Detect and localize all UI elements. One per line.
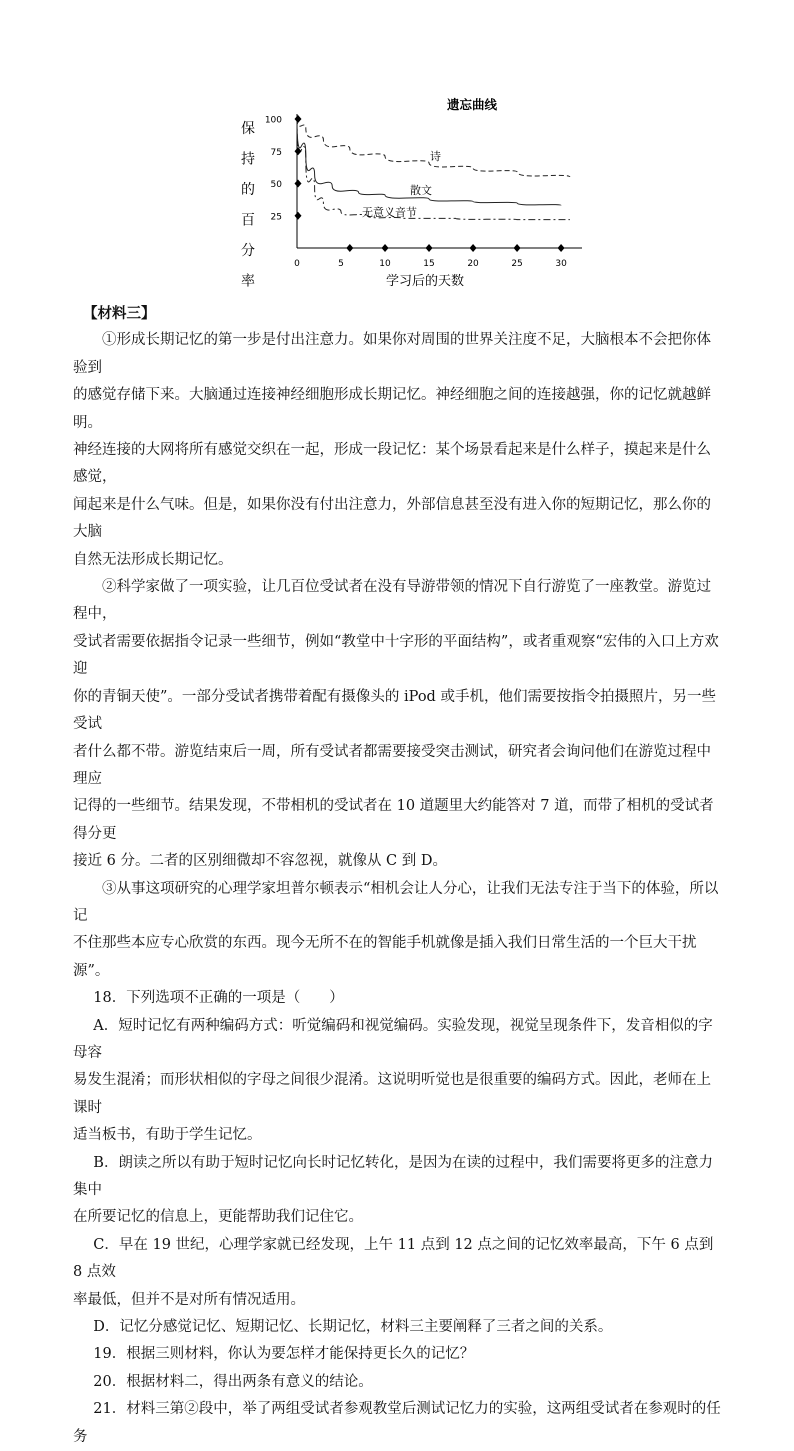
text-line: 易发生混淆；而形状相似的字母之间很少混淆。这说明听觉也是很重要的编码方式。因此，老师在上课时 — [73, 1072, 711, 1116]
paragraph-2 — [73, 574, 723, 875]
text-line: 你的青铜天使”。一部分受试者携带着配有摄像头的 iPod 或手机，他们需要按指令拍摄照片，另一些受试 — [73, 688, 716, 733]
text-line: ②科学家做了一项实验，让几百位受试者在没有导游带领的情况下自行游览了一座教堂。游览过程中， — [73, 579, 711, 623]
y-label-char: 的 — [241, 182, 255, 198]
y-axis-label — [241, 121, 255, 290]
x-axis-marker — [514, 244, 521, 252]
y-axis-marker — [295, 115, 302, 123]
text-line: ①形成长期记忆的第一步是付出注意力。如果你对周围的世界关注度不足，大脑根本不会把你体验到 — [73, 332, 711, 376]
y-axis-marker — [295, 212, 302, 220]
y-tick-label: 100 — [264, 115, 282, 126]
x-axis-marker — [426, 244, 433, 252]
text-line: 适当板书，有助于学生记忆。 — [73, 1127, 262, 1144]
y-tick-label: 25 — [270, 212, 282, 223]
text-line: 不住那些本应专心欣赏的东西。现今无所不在的智能手机就像是插入我们日常生活的一个巨大干扰源”。 — [73, 935, 697, 979]
text-line: 率最低，但并不是对所有情况适用。 — [73, 1291, 305, 1308]
legend-label-prose: 散文 — [410, 184, 432, 197]
text-line: 闻起来是什么气味。但是，如果你没有付出注意力，外部信息甚至没有进入你的短期记忆，那么你的大脑 — [73, 496, 711, 541]
forgetting-curve-chart — [230, 92, 610, 302]
text-line: 者什么都不带。游览结束后一周，所有受试者都需要接受突击测试，研究者会询问他们在游览过程中理应 — [73, 743, 711, 787]
text-line: 记得的一些细节。结果发现，不带相机的受试者在 10 道题里大约能答对 7 道，而带了相机的受试者得分更 — [73, 798, 714, 842]
y-label-char: 百 — [241, 212, 255, 229]
question-18: 18．下列选项不正确的一项是（ ） — [93, 990, 344, 1007]
x-tick-label: 25 — [511, 259, 523, 269]
question-19: 19．根据三则材料，你认为要怎样才能保持更长久的记忆？ — [93, 1346, 475, 1363]
text-line: ③从事这项研究的心理学家坦普尔顿表示“相机会让人分心，让我们无法专注于当下的体验，所以记 — [73, 880, 719, 924]
text-line: 自然无法形成长期记忆。 — [73, 551, 233, 568]
y-tick-label: 50 — [270, 180, 282, 190]
document-body — [73, 300, 723, 1451]
x-tick-label: 0 — [294, 259, 300, 269]
y-axis-marker — [295, 180, 302, 188]
x-axis-marker — [470, 244, 477, 252]
x-axis-marker — [558, 244, 565, 252]
y-tick-label: 75 — [270, 147, 282, 158]
x-axis-marker — [346, 244, 353, 252]
text-line: 在所要记忆的信息上，更能帮助我们记住它。 — [73, 1209, 363, 1226]
y-label-char: 分 — [241, 243, 255, 259]
x-axis-marker — [382, 244, 389, 252]
option-d: D．记忆分感觉记忆、短期记忆、长期记忆，材料三主要阐释了三者之间的关系。 — [93, 1319, 613, 1336]
text-line: 神经连接的大网将所有感觉交织在一起，形成一段记忆：某个场景看起来是什么样子，摸起来是什么感觉， — [73, 442, 711, 486]
series-line-poem — [297, 119, 570, 177]
option-c — [73, 1232, 723, 1314]
x-tick-label: 5 — [338, 259, 344, 269]
x-tick-label: 10 — [379, 259, 391, 269]
section-heading: 【材料三】 — [83, 305, 156, 322]
y-label-char: 率 — [241, 273, 255, 290]
y-label-char: 保 — [241, 121, 255, 137]
question-21: 21．材料三第②段中，举了两组受试者参观教堂后测试记忆力的实验，这两组受试者在参观时的任务 — [73, 1401, 721, 1445]
y-axis-marker — [295, 147, 302, 155]
y-label-char: 持 — [241, 151, 255, 168]
chart-title: 遗忘曲线 — [446, 97, 498, 112]
x-tick-label: 20 — [467, 259, 479, 269]
x-tick-label: 30 — [555, 259, 567, 269]
text-line: 的感觉存储下来。大脑通过连接神经细胞形成长期记忆。神经细胞之间的连接越强，你的记忆就越鲜明。 — [73, 387, 711, 431]
x-tick-label: 15 — [423, 259, 435, 269]
x-axis-label: 学习后的天数 — [385, 274, 465, 289]
text-line: 受试者需要依据指令记录一些细节，例如“教堂中十字形的平面结构”，或者重观察“宏伟的入口上方欢迎 — [73, 633, 719, 678]
paragraph-1 — [73, 327, 723, 574]
paragraph-3 — [73, 876, 723, 986]
question-20: 20．根据材料二，得出两条有意义的结论。 — [93, 1373, 373, 1390]
option-a — [73, 1013, 723, 1150]
option-b — [73, 1150, 723, 1232]
text-line: B．朗读之所以有助于短时记忆向长时记忆转化，是因为在读的过程中，我们需要将更多的注意力集中 — [73, 1154, 713, 1198]
text-line: C．早在 19 世纪，心理学家就已经发现，上午 11 点到 12 点之间的记忆效率最高，下午 6 点到 8 点效 — [73, 1236, 714, 1281]
legend-label-nonsense: 无意义音节 — [362, 206, 417, 219]
legend-label-poem: 诗 — [430, 150, 441, 163]
text-line: 接近 6 分。二者的区别细微却不容忽视，就像从 C 到 D。 — [73, 853, 447, 870]
chart-canvas — [230, 92, 610, 302]
text-line: A．短时记忆有两种编码方式：听觉编码和视觉编码。实验发现，视觉呈现条件下，发音相似的字母容 — [73, 1017, 713, 1061]
